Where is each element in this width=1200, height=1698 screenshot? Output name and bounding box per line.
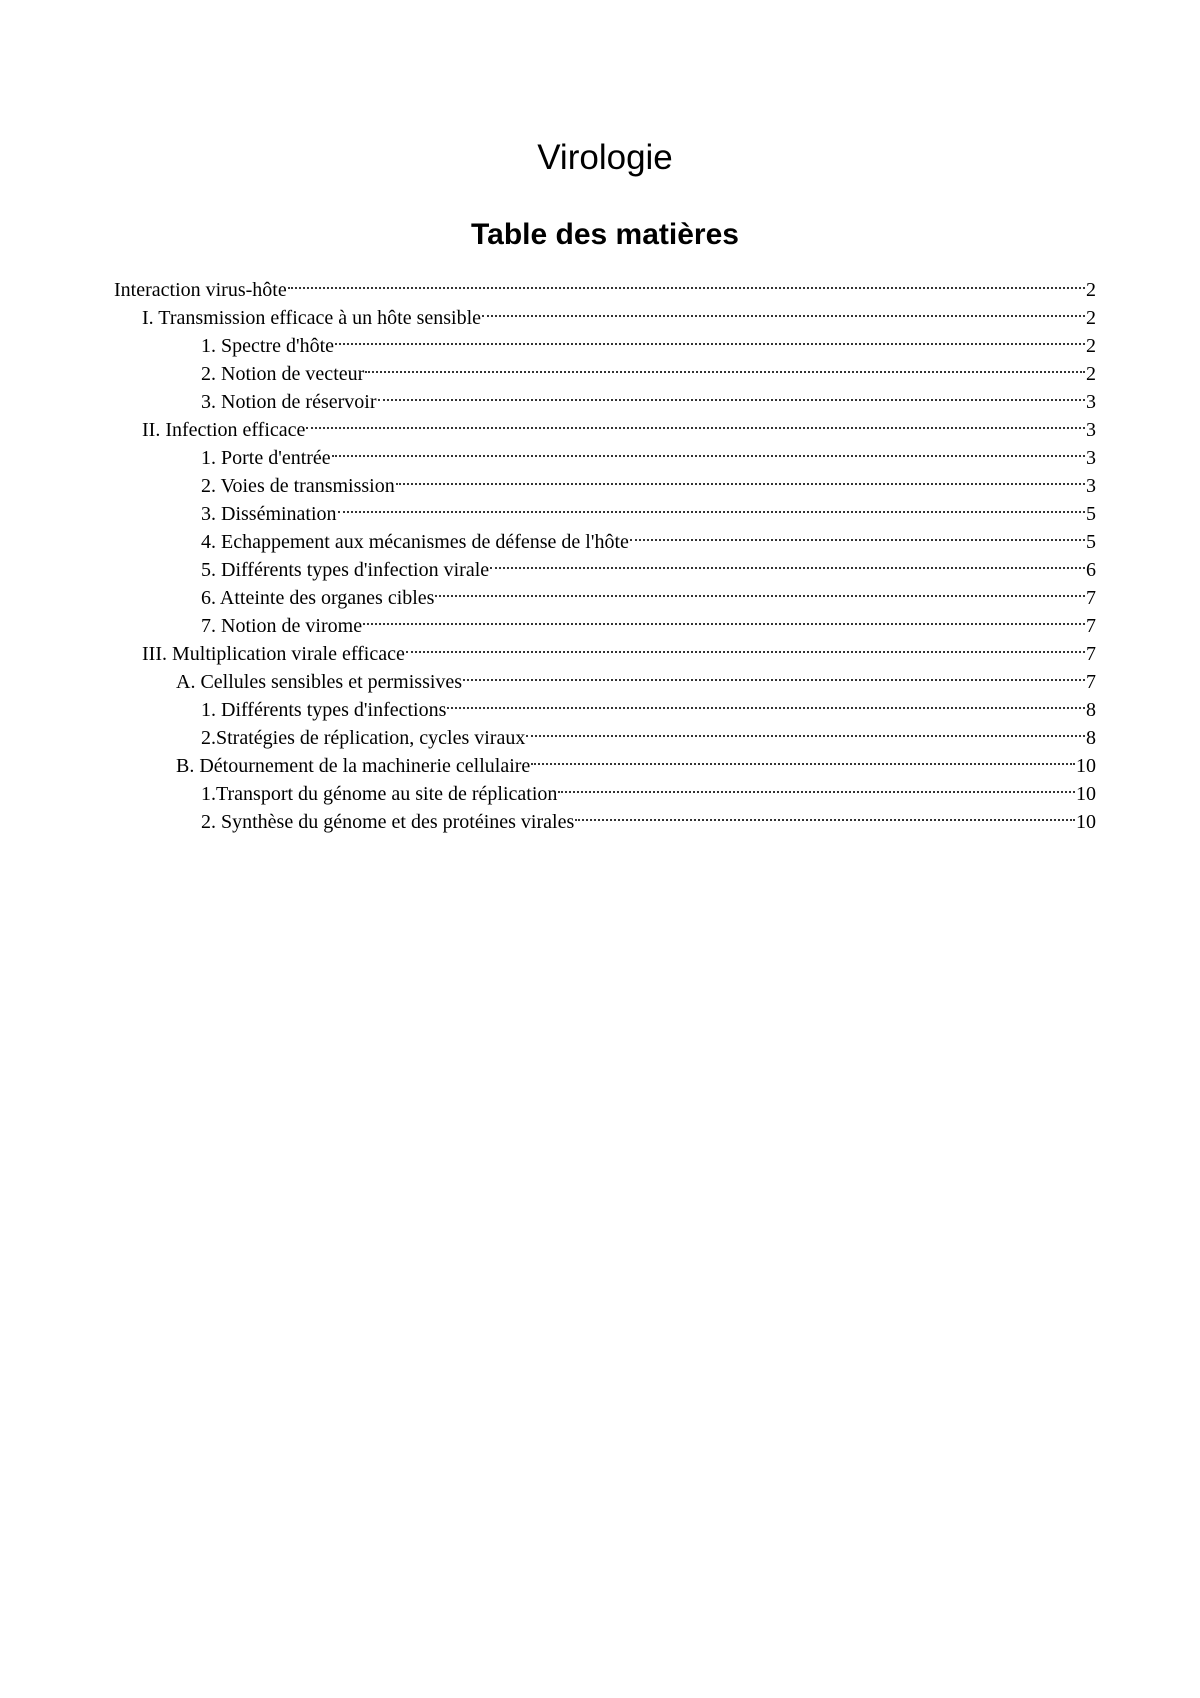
toc-entry-label: II. Infection efficace (142, 419, 306, 441)
toc-entry-page-number: 5 (1086, 531, 1096, 553)
toc-entry-label: 1.Transport du génome au site de réplication (201, 783, 558, 805)
toc-entry-page-number: 3 (1086, 475, 1096, 497)
toc-entry-label: 1. Différents types d'infections (201, 699, 447, 721)
toc-entry-label: 7. Notion de virome (201, 615, 363, 637)
toc-dot-leader (490, 548, 1085, 576)
toc-entry-page-number: 7 (1086, 643, 1096, 665)
toc-entry[interactable] (201, 380, 1096, 413)
toc-entry-page-number: 3 (1086, 391, 1096, 413)
toc-dot-leader (531, 744, 1075, 772)
toc-dot-leader (396, 464, 1085, 492)
toc-entry-label: 2. Synthèse du génome et des protéines virales (201, 811, 575, 833)
toc-dot-leader (447, 688, 1085, 716)
toc-dot-leader (435, 576, 1085, 604)
toc-entry-label: 1. Porte d'entrée (201, 447, 331, 469)
toc-entry[interactable] (201, 548, 1096, 581)
toc-entry[interactable] (201, 436, 1096, 469)
toc-dot-leader (558, 772, 1075, 800)
toc-dot-leader (526, 716, 1085, 744)
toc-entry-page-number: 5 (1086, 503, 1096, 525)
toc-entry[interactable] (142, 632, 1096, 665)
toc-entry-page-number: 7 (1086, 671, 1096, 693)
toc-entry[interactable] (201, 352, 1096, 385)
toc-dot-leader (335, 324, 1085, 352)
toc-entry-page-number: 7 (1086, 615, 1096, 637)
toc-entry-page-number: 6 (1086, 559, 1096, 581)
toc-entry[interactable] (142, 296, 1096, 329)
toc-dot-leader (363, 604, 1085, 632)
toc-entry-page-number: 10 (1076, 783, 1096, 805)
toc-entry-page-number: 8 (1086, 699, 1096, 721)
toc-entry-label: 5. Différents types d'infection virale (201, 559, 490, 581)
toc-entry-page-number: 3 (1086, 447, 1096, 469)
toc-dot-leader (365, 352, 1085, 380)
toc-entry-page-number: 2 (1086, 335, 1096, 357)
toc-entry-page-number: 2 (1086, 307, 1096, 329)
document-title: Virologie (537, 138, 673, 177)
toc-entry-page-number: 7 (1086, 587, 1096, 609)
toc-dot-leader (630, 520, 1085, 548)
toc-entry[interactable] (114, 268, 1096, 301)
toc-entry-label: A. Cellules sensibles et permissives (176, 671, 463, 693)
toc-entry-page-number: 8 (1086, 727, 1096, 749)
toc-entry-page-number: 3 (1086, 419, 1096, 441)
toc-dot-leader (406, 632, 1085, 660)
toc-entry-label: Interaction virus-hôte (114, 279, 287, 301)
toc-entry-label: 2. Voies de transmission (201, 475, 395, 497)
toc-entry-label: III. Multiplication virale efficace (142, 643, 405, 665)
toc-dot-leader (288, 268, 1085, 296)
toc-entry-label: 3. Dissémination (201, 503, 337, 525)
table-of-contents (0, 268, 1200, 833)
toc-entry[interactable] (201, 492, 1096, 525)
toc-dot-leader (575, 800, 1075, 828)
toc-entry[interactable] (176, 744, 1096, 777)
toc-dot-leader (338, 492, 1085, 520)
toc-entry[interactable] (201, 688, 1096, 721)
toc-dot-leader (482, 296, 1085, 324)
toc-entry-label: 6. Atteinte des organes cibles (201, 587, 435, 609)
toc-entry[interactable] (201, 604, 1096, 637)
toc-dot-leader (306, 408, 1085, 436)
toc-entry-page-number: 10 (1076, 755, 1096, 777)
toc-entry[interactable] (201, 772, 1096, 805)
toc-entry-label: B. Détournement de la machinerie cellulaire (176, 755, 531, 777)
toc-entry-label: 4. Echappement aux mécanismes de défense de l'hôte (201, 531, 629, 553)
toc-entry-label: I. Transmission efficace à un hôte sensible (142, 307, 482, 329)
toc-entry[interactable] (201, 324, 1096, 357)
toc-entry-page-number: 2 (1086, 363, 1096, 385)
toc-entry[interactable] (176, 660, 1096, 693)
toc-entry-page-number: 2 (1086, 279, 1096, 301)
toc-dot-leader (332, 436, 1085, 464)
toc-entry[interactable] (201, 800, 1096, 833)
toc-entry-label: 2.Stratégies de réplication, cycles viraux (201, 727, 526, 749)
toc-entry-page-number: 10 (1076, 811, 1096, 833)
toc-entry[interactable] (201, 520, 1096, 553)
toc-dot-leader (463, 660, 1085, 688)
toc-dot-leader (378, 380, 1085, 408)
toc-entry-label: 2. Notion de vecteur (201, 363, 365, 385)
toc-entry[interactable] (142, 408, 1096, 441)
toc-entry-label: 3. Notion de réservoir (201, 391, 377, 413)
toc-entry[interactable] (201, 464, 1096, 497)
toc-heading: Table des matières (471, 218, 739, 251)
toc-entry[interactable] (201, 576, 1096, 609)
toc-entry[interactable] (201, 716, 1096, 749)
toc-entry-label: 1. Spectre d'hôte (201, 335, 335, 357)
